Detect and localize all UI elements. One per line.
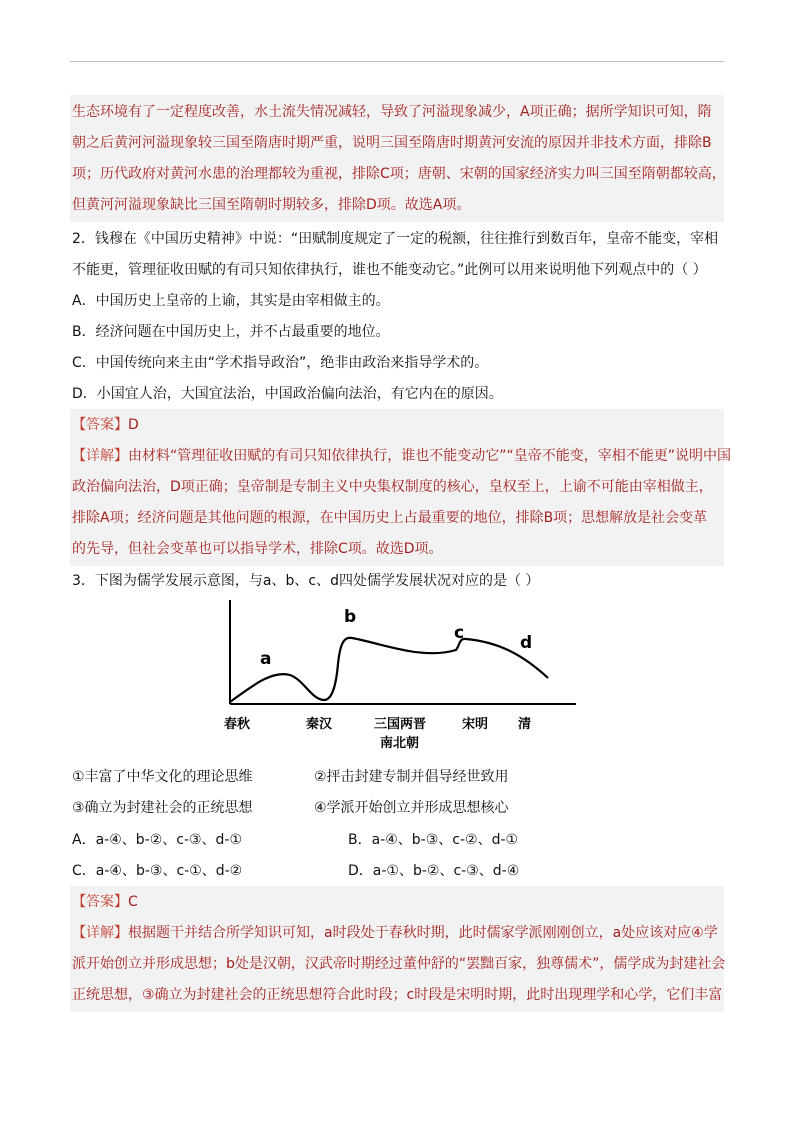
q2-option-b: B．经济问题在中国历史上，并不占最重要的地位。 — [72, 324, 390, 340]
detail-text: 根据题干并结合所学知识可知，a时段处于春秋时期，此时儒家学派刚刚创立，a处应该对应④学 — [128, 925, 718, 941]
q3-detail-line — [72, 918, 722, 949]
q2-detail-line: 的先导，但社会变革也可以指导学术，排除C项。故选D项。 — [72, 541, 443, 557]
q3-option-b: B．a-④、b-③、c-②、d-① — [348, 832, 519, 848]
q3-option-c: C．a-④、b-③、c-①、d-② — [72, 863, 243, 879]
q2-detail-line — [72, 441, 732, 472]
q3-statement-3: ③确立为封建社会的正统思想 — [72, 800, 253, 816]
point-label-a: a — [260, 649, 272, 669]
q3-option-a: A．a-④、b-②、c-③、d-① — [72, 832, 243, 848]
answer-value: C — [128, 894, 138, 910]
q3-statement-2: ②抨击封建专制并倡导经世致用 — [314, 769, 509, 785]
q3-detail-line: 派开始创立并形成思想；b处是汉朝，汉武帝时期经过董仲舒的“罢黜百家，独尊儒术”，儒学成为封建社会 — [72, 956, 726, 972]
point-label-d: d — [520, 633, 533, 653]
development-curve — [230, 638, 548, 702]
answer-tag: 【答案】 — [72, 417, 128, 433]
detail-text: 由材料“管理征收田赋的有司只知依律执行，谁也不能变动它”“皇帝不能变，宰相不能更”说明中国 — [128, 448, 732, 464]
q2-detail-line: 政治偏向法治，D项正确；皇帝制是专制主义中央集权制度的核心，皇权至上，上谕不可能由宰相做主， — [72, 479, 713, 495]
detail-tag: 【详解】 — [72, 925, 128, 941]
point-label-c: c — [454, 623, 465, 643]
q2-option-d: D．小国宜人治，大国宜法治，中国政治偏向法治，有它内在的原因。 — [72, 386, 503, 402]
q2-option-c: C．中国传统向来主由“学术指导政治”，绝非由政治来指导学术的。 — [72, 355, 489, 371]
x-tick-label: 秦汉 — [306, 717, 333, 732]
confucianism-development-chart — [212, 598, 584, 758]
q3-answer — [72, 887, 722, 918]
q3-option-d: D．a-①、b-②、c-③、d-④ — [348, 863, 520, 879]
q2-option-a: A．中国历史上皇帝的上谕，其实是由宰相做主的。 — [72, 293, 390, 309]
q2-answer — [72, 410, 722, 441]
q3-statement-1: ①丰富了中华文化的理论思维 — [72, 769, 253, 785]
point-label-b: b — [344, 607, 357, 627]
x-tick-label: 春秋 — [224, 717, 251, 732]
x-tick-label: 三国两晋 — [374, 717, 427, 732]
prev-explanation-line: 朝之后黄河河溢现象较三国至隋唐时期严重，说明三国至隋唐时期黄河安流的原因并非技术方面，排除B — [72, 135, 712, 151]
x-tick-label: 南北朝 — [380, 736, 420, 751]
x-tick-label: 清 — [518, 717, 532, 732]
q2-stem-line: 不能更，管理征收田赋的有司只知依律执行，谁也不能变动它。”此例可以用来说明他下列观点中的（ ） — [72, 262, 707, 278]
x-tick-label: 宋明 — [462, 717, 489, 732]
header-rule — [70, 61, 724, 62]
q3-detail-line: 正统思想，③确立为封建社会的正统思想符合此时段；c时段是宋明时期，此时出现理学和心学，它们丰富 — [72, 987, 723, 1003]
q2-stem-line: 2．钱穆在《中国历史精神》中说：“田赋制度规定了一定的税额，往往推行到数百年，皇帝不能变，宰相 — [72, 231, 719, 247]
prev-explanation-line: 但黄河河溢现象缺比三国至隋朝时期较多，排除D项。故选A项。 — [72, 197, 471, 213]
q2-detail-line: 排除A项；经济问题是其他问题的根源，在中国历史上占最重要的地位，排除B项；思想解放是社会变革 — [72, 510, 708, 526]
prev-explanation-line: 项；历代政府对黄河水患的治理都较为重视，排除C项；唐朝、宋朝的国家经济实力叫三国至隋朝都较高， — [72, 166, 726, 182]
answer-tag: 【答案】 — [72, 894, 128, 910]
prev-explanation-line: 生态环境有了一定程度改善，水土流失情况减轻，导致了河溢现象减少，A项正确；据所学知识可知，隋 — [72, 104, 712, 120]
detail-tag: 【详解】 — [72, 448, 128, 464]
q3-statement-4: ④学派开始创立并形成思想核心 — [314, 800, 509, 816]
q3-stem: 3．下图为儒学发展示意图，与a、b、c、d四处儒学发展状况对应的是（ ） — [72, 573, 540, 589]
answer-value: D — [128, 417, 139, 433]
